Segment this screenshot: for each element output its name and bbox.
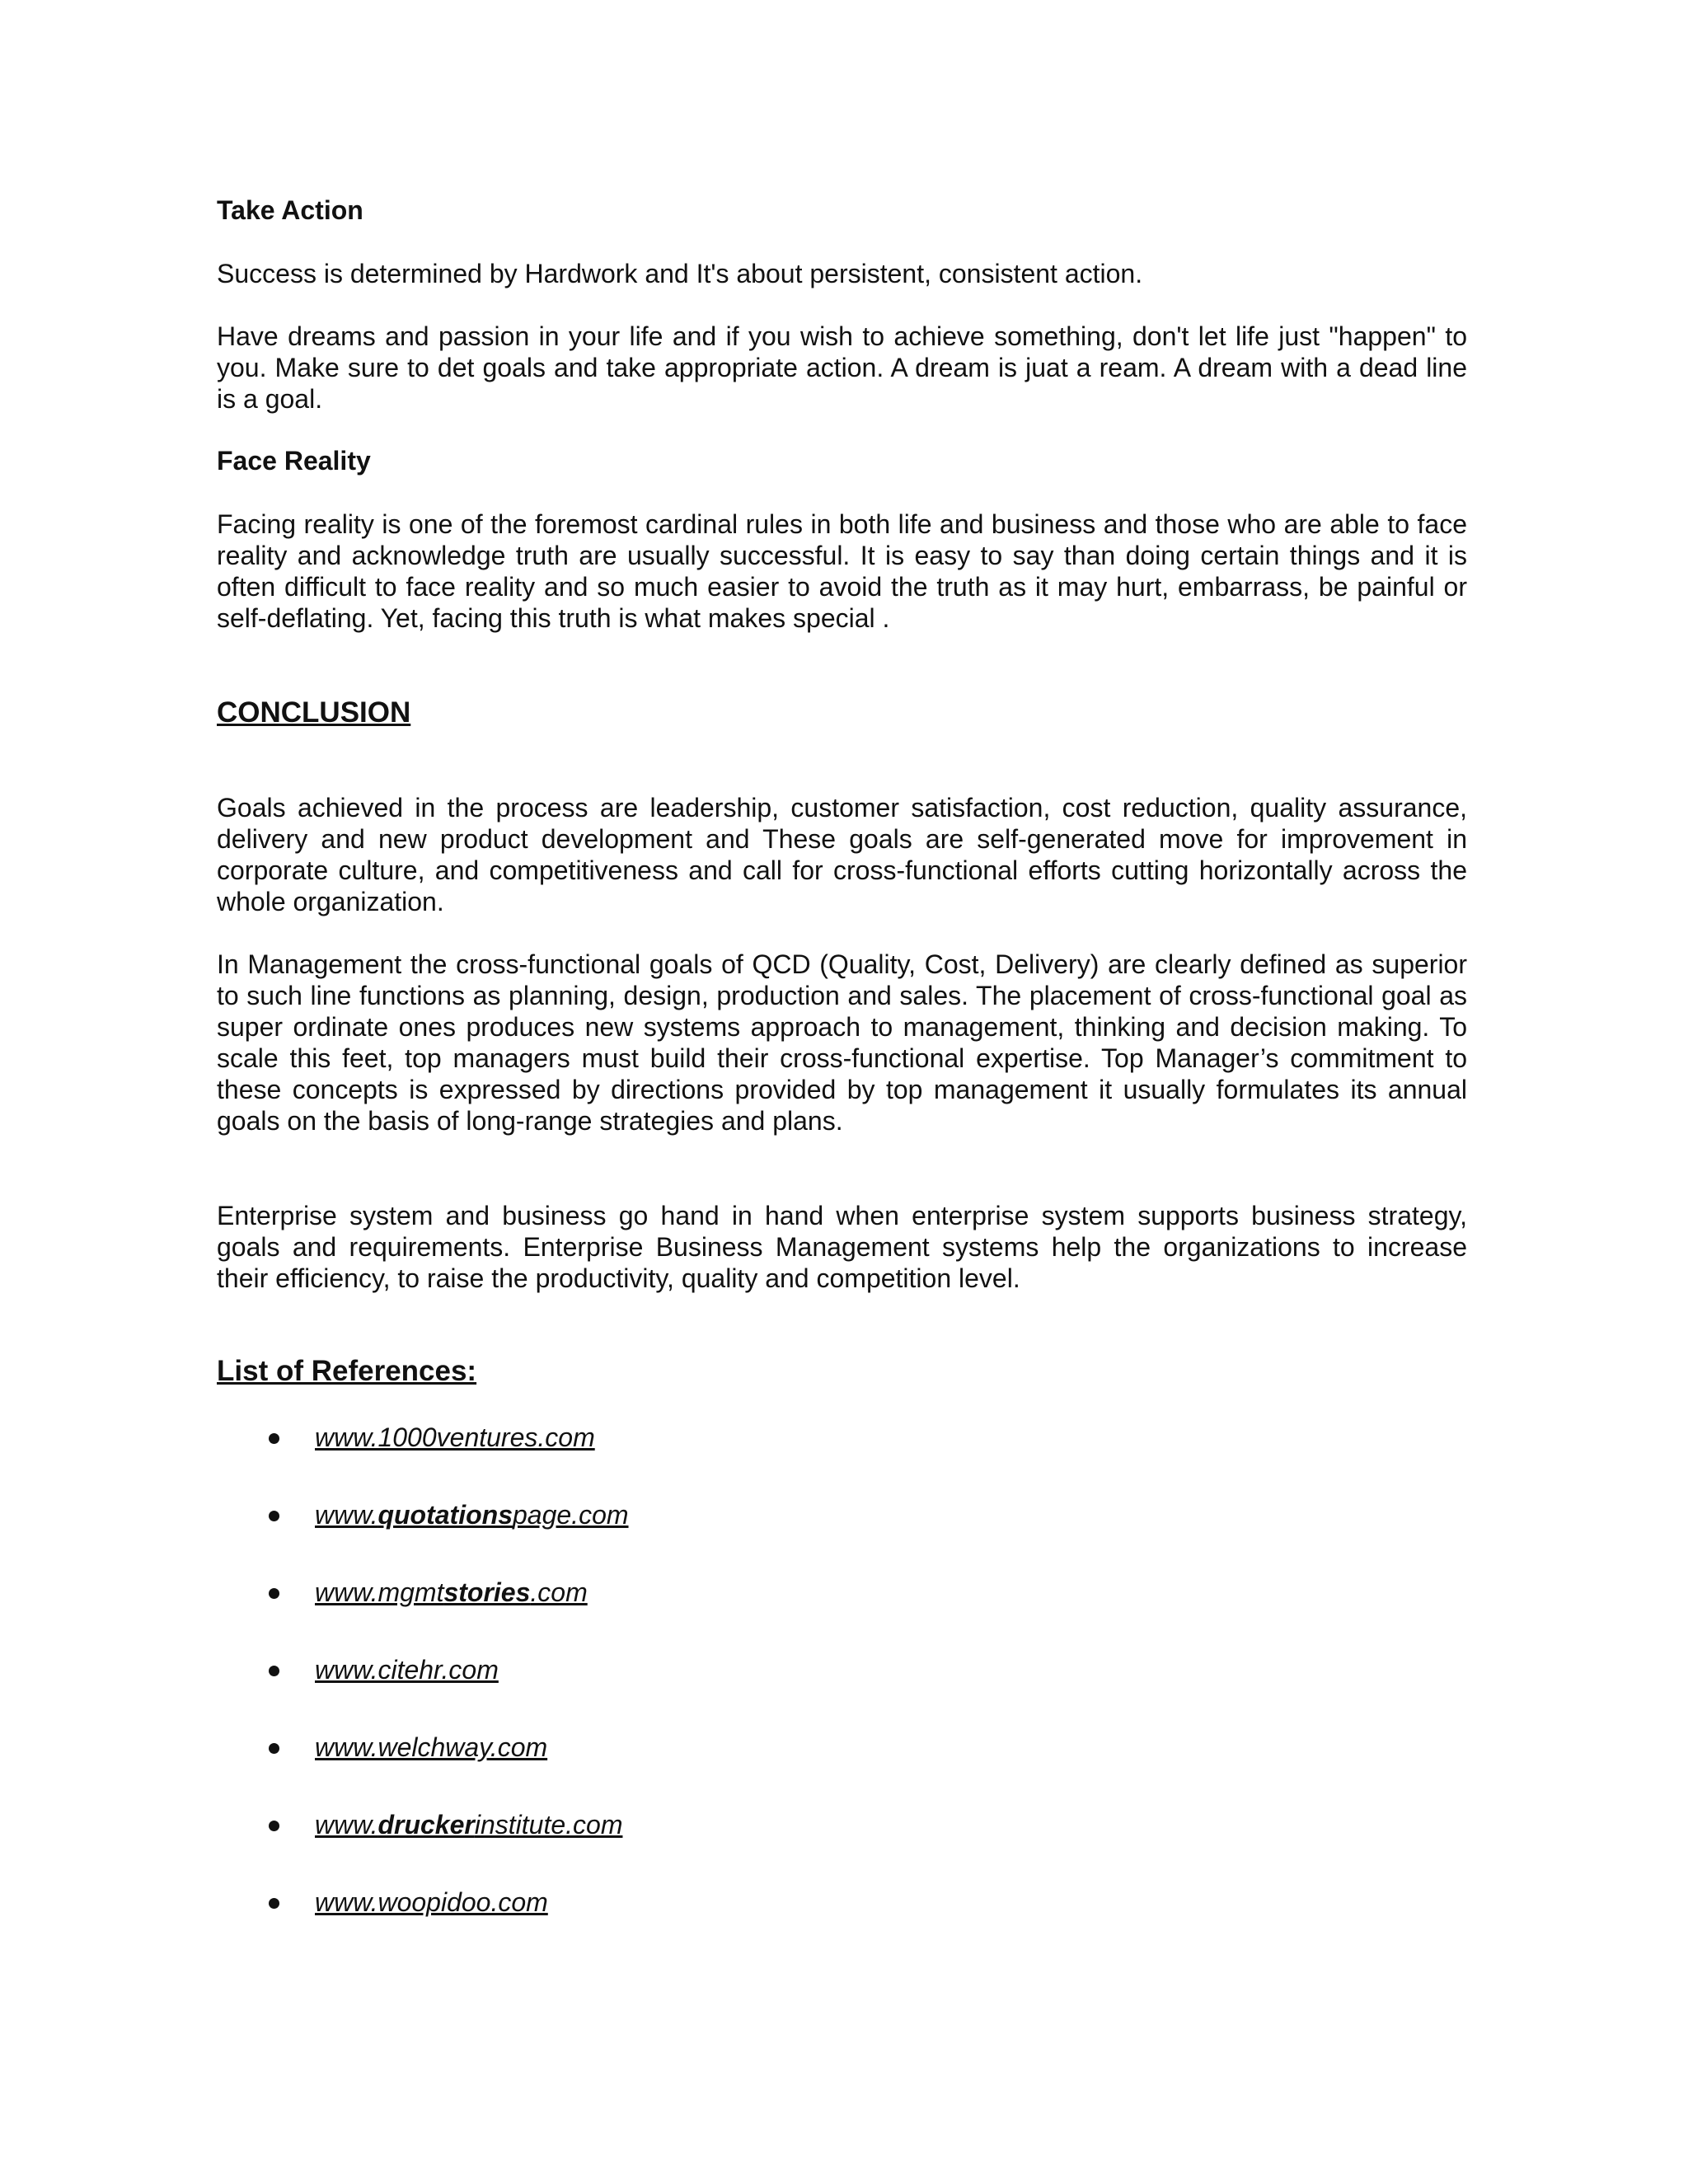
reference-link-woopidoo[interactable]: www.woopidoo.com — [315, 1887, 548, 1917]
bullet-icon — [269, 1433, 279, 1444]
reference-link-welchway[interactable]: www.welchway.com — [315, 1732, 548, 1762]
document-page — [217, 0, 1467, 2184]
references-heading: List of References: — [217, 1355, 477, 1387]
conclusion-heading: CONCLUSION — [217, 696, 411, 729]
reference-item — [217, 1732, 1467, 1809]
reference-link-druckerinstitute[interactable]: www.druckerinstitute.com — [315, 1810, 623, 1840]
bullet-icon — [269, 1743, 279, 1754]
bullet-icon — [269, 1588, 279, 1599]
bullet-icon — [269, 1666, 279, 1676]
reference-link-mgmtstories[interactable]: www.mgmtstories.com — [315, 1577, 588, 1607]
conclusion-paragraph-3: Enterprise system and business go hand in hand when enterprise system supports business strategy, goals and requirements. Enterprise Business Management systems help the organizations to increase their efficiency, to raise the productivity, quality and competition level. — [217, 1201, 1467, 1293]
bullet-icon — [269, 1511, 279, 1521]
reference-item — [217, 1809, 1467, 1886]
face-reality-paragraph-1: Facing reality is one of the foremost cardinal rules in both life and business and those who are able to face reality and acknowledge truth are usually successful. It is easy to say than doing certain things and it is often difficult to face reality and so much easier to avoid the truth as it may hurt, embarrass, be painful or self-deflating. Yet, facing this truth is what makes special . — [217, 509, 1467, 633]
reference-item — [217, 1422, 1467, 1499]
conclusion-paragraph-2: In Management the cross-functional goals of QCD (Quality, Cost, Delivery) are clearly defined as superior to such line functions as planning, design, production and sales. The placement of cross-functional goal as super ordinate ones produces new systems approach to management, thinking and decision making. To scale this feet, top managers must build their cross-functional expertise. Top Manager’s commitment to these concepts is expressed by directions provided by top management it usually formulates its annual goals on the basis of long-range strategies and plans. — [217, 949, 1467, 1136]
references-list — [217, 1422, 1467, 1964]
reference-item — [217, 1577, 1467, 1654]
reference-item — [217, 1499, 1467, 1577]
bullet-icon — [269, 1821, 279, 1831]
face-reality-heading: Face Reality — [217, 446, 371, 476]
reference-item — [217, 1654, 1467, 1732]
take-action-heading: Take Action — [217, 195, 363, 225]
conclusion-paragraph-1: Goals achieved in the process are leadership, customer satisfaction, cost reduction, quality assurance, delivery and new product development and These goals are self-generated move for improvement in corporate culture, and competitiveness and call for cross-functional efforts cutting horizontally across the whole organization. — [217, 793, 1467, 916]
reference-link-quotationspage[interactable]: www.quotationspage.com — [315, 1500, 629, 1530]
reference-link-1000ventures[interactable]: www.1000ventures.com — [315, 1422, 595, 1452]
take-action-paragraph-2: Have dreams and passion in your life and if you wish to achieve something, don't let life just "happen" to you. Make sure to det goals and take appropriate action. A dream is juat a ream. A dream with a dead line is a goal. — [217, 321, 1467, 414]
bullet-icon — [269, 1898, 279, 1909]
reference-link-citehr[interactable]: www.citehr.com — [315, 1655, 499, 1685]
reference-item — [217, 1886, 1467, 1964]
take-action-paragraph-1: Success is determined by Hardwork and It's about persistent, consistent action. — [217, 259, 1143, 288]
